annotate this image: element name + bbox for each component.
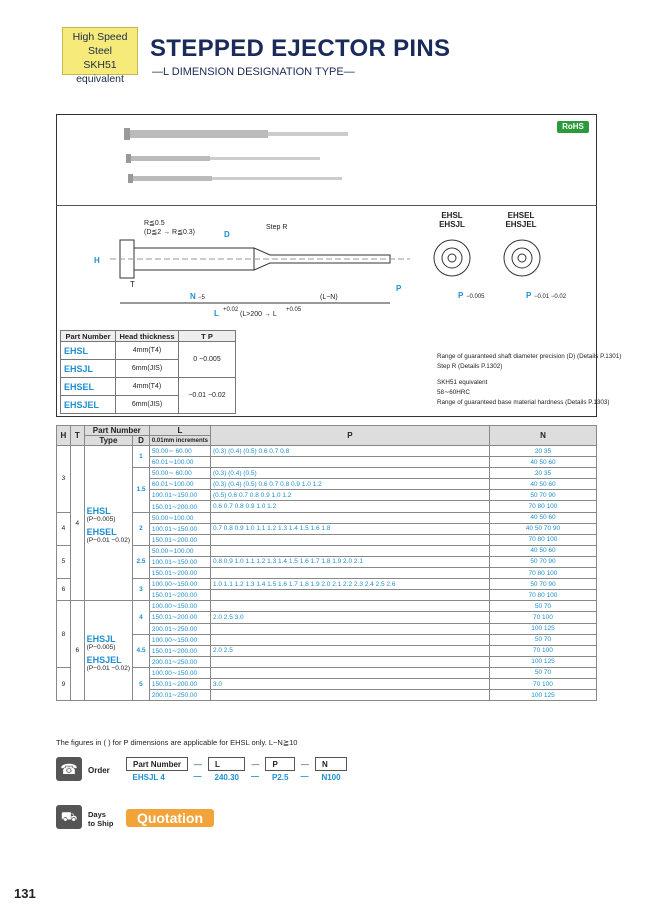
note-2: Step R (Details P.1302)	[437, 363, 503, 370]
col-l-sub: 0.01mm increments	[149, 436, 210, 446]
cell-l: 150.01∼200.00	[149, 590, 210, 601]
view1-label-a: EHSL	[441, 211, 463, 220]
cell-n: 50 70 90	[489, 579, 596, 590]
order-val-pn: EHSJL 4	[132, 772, 165, 782]
cell-d: 5	[133, 667, 150, 700]
footnote: The figures in ( ) for P dimensions are applicable for EHSL only. L−N≧10	[56, 738, 298, 747]
type-g1b: (P−0.005)	[86, 516, 116, 524]
spec-head: 4mm(T4)	[116, 342, 179, 360]
type-g1d: (P−0.01 −0.02)	[86, 537, 131, 545]
l-label: L	[214, 309, 219, 318]
cell-p: 0.6 0.7 0.8 0.9 1.0 1.2	[210, 501, 489, 512]
cell-p	[210, 512, 489, 523]
ln-label: (L−N)	[320, 294, 338, 301]
view1-p-tol: −0.005	[466, 294, 485, 300]
l-cond: (L>200 → L	[240, 311, 277, 318]
phone-icon: ☎	[56, 757, 82, 781]
spec-head: 6mm(JIS)	[116, 396, 179, 414]
cell-l: 100.01∼150.00	[149, 490, 210, 501]
order-label: Order	[88, 766, 110, 775]
cell-p	[210, 623, 489, 634]
order-col-p: P	[266, 758, 294, 771]
dimension-drawing	[90, 215, 430, 325]
page-number: 131	[14, 886, 36, 901]
table-row	[57, 468, 597, 479]
cell-l: 150.01∼200.00	[149, 645, 210, 656]
material-line1: High Speed Steel	[72, 31, 128, 57]
cell-l: 200.01∼250.00	[149, 690, 210, 701]
cell-p	[210, 568, 489, 579]
view1-mid	[442, 248, 462, 268]
cell-h: 6	[57, 579, 71, 601]
cell-d: 3	[133, 579, 150, 601]
spec-head: 6mm(JIS)	[116, 360, 179, 378]
col-type: Type	[84, 436, 132, 446]
col-t: T	[70, 426, 84, 446]
cell-l: 150.01∼200.00	[149, 678, 210, 689]
pin-2-head	[126, 154, 131, 163]
cell-n: 70 100	[489, 678, 596, 689]
cell-l: 200.01∼250.00	[149, 623, 210, 634]
pin-2-body	[130, 156, 210, 161]
h-label: H	[94, 256, 100, 265]
cell-h: 3	[57, 446, 71, 513]
col-l: L	[149, 426, 210, 436]
cell-d: 2.5	[133, 545, 150, 578]
truck-icon: ⛟	[56, 805, 82, 829]
cell-n: 40 50 60	[489, 512, 596, 523]
cell-p	[210, 690, 489, 701]
type-g1a: EHSL	[86, 506, 111, 517]
note-5: Range of guaranteed base material hardness (Details P.1303)	[437, 399, 610, 406]
cell-h: 9	[57, 667, 71, 700]
cell-p: (0.3) (0.4) (0.5) 0.6 0.7 0.8 0.9 1.0 1.2	[210, 479, 489, 490]
table-row	[57, 667, 597, 678]
order-col-pn: Part Number	[127, 758, 188, 771]
note-4: 58∼60HRC	[437, 389, 470, 396]
order-val-p: P2.5	[271, 772, 289, 782]
cell-type	[84, 601, 132, 701]
spec-tol: 0 −0.005	[179, 342, 236, 378]
pin-3-head	[128, 174, 133, 183]
order-val-l: 240.30	[214, 772, 239, 782]
order-val-sep: —	[193, 772, 202, 782]
cell-n: 70 80 100	[489, 568, 596, 579]
step-r-label: Step R	[266, 224, 288, 231]
cell-l: 100.00∼150.00	[149, 667, 210, 678]
view2-outer	[504, 240, 540, 276]
cell-l: 100.00∼150.00	[149, 579, 210, 590]
order-val-sep: —	[300, 772, 309, 782]
page-title: STEPPED EJECTOR PINS	[150, 35, 451, 62]
view2-p-label: P	[526, 291, 532, 300]
order-col-n: N	[315, 758, 346, 771]
cell-n: 50 70 90	[489, 556, 596, 567]
material-line3: equivalent	[76, 73, 124, 85]
cell-n: 100 125	[489, 656, 596, 667]
view2-label-b: EHSJEL	[505, 220, 537, 229]
note-3: SKH51 equivalent	[437, 379, 488, 386]
divider	[56, 205, 597, 206]
spec-pn: EHSEL	[61, 378, 116, 396]
pin-2-tip	[210, 157, 320, 160]
cell-n: 70 80 100	[489, 590, 596, 601]
order-val-n: N100	[321, 772, 341, 782]
cell-l: 100.00∼150.00	[149, 601, 210, 612]
days-label-2: to Ship	[88, 819, 114, 828]
spec-pn: EHSL	[61, 342, 116, 360]
spec-table	[60, 330, 236, 414]
cell-p: 1.0 1.1 1.2 1.3 1.4 1.5 1.6 1.7 1.8 1.9 2.0 2.1 2.2 2.3 2.4 2.5 2.6	[210, 579, 489, 590]
type-g1c: EHSEL	[86, 527, 117, 538]
spec-head: 4mm(T4)	[116, 378, 179, 396]
table-row	[57, 446, 597, 457]
days-label-1: Days	[88, 810, 106, 819]
l-tol: +0.02	[223, 307, 239, 313]
p-label: P	[396, 284, 402, 293]
order-col-l: L	[209, 758, 245, 771]
pin-photos	[120, 124, 350, 188]
cell-n: 70 80 100	[489, 501, 596, 512]
cell-p: 2.0 2.5	[210, 645, 489, 656]
type-g2c: EHSJEL	[86, 654, 122, 665]
cell-p: 0.7 0.8 0.9 1.0 1.1 1.2 1.3 1.4 1.5 1.6 1.8	[210, 523, 489, 534]
order-sep: —	[194, 759, 203, 769]
type-g2d: (P−0.01 −0.02)	[86, 664, 131, 672]
cell-n: 50 70	[489, 601, 596, 612]
cell-n: 50 70	[489, 634, 596, 645]
material-line2: SKH51	[83, 59, 117, 71]
cell-p	[210, 634, 489, 645]
cell-type	[84, 446, 132, 601]
cell-p: (0.3) (0.4) (0.5) 0.6 0.7 0.8	[210, 446, 489, 457]
view1-p-label: P	[458, 291, 464, 300]
cell-l: 150.01∼200.00	[149, 501, 210, 512]
spec-header-pn: Part Number	[61, 331, 116, 342]
spec-header-tp: T P	[179, 331, 236, 342]
view2-label-a: EHSEL	[507, 211, 535, 220]
cell-n: 100 125	[489, 623, 596, 634]
cell-l: 150.01∼200.00	[149, 612, 210, 623]
dimension-table	[56, 425, 597, 701]
notes	[437, 352, 621, 408]
cell-l: 100.01∼150.00	[149, 523, 210, 534]
cell-d: 1.5	[133, 468, 150, 512]
table-row	[57, 634, 597, 645]
table-row	[57, 579, 597, 590]
pin-1-head	[124, 128, 130, 140]
cell-h: 8	[57, 601, 71, 668]
rohs-badge: RoHS	[557, 121, 589, 133]
t-label: T	[130, 280, 135, 289]
spec-header-head: Head thickness	[116, 331, 179, 342]
table-row	[57, 601, 597, 612]
cell-d: 2	[133, 512, 150, 545]
n-tol: −5	[198, 295, 205, 301]
cell-n: 20 35	[489, 446, 596, 457]
pin-1-body	[128, 130, 268, 138]
view1-outer	[434, 240, 470, 276]
cell-p	[210, 601, 489, 612]
cell-l: 100.01∼150.00	[149, 556, 210, 567]
l-cond-tol: +0.05	[286, 307, 302, 313]
col-h: H	[57, 426, 71, 446]
material-badge	[62, 27, 138, 85]
col-pn: Part Number	[84, 426, 149, 436]
cell-n: 70 100	[489, 645, 596, 656]
cell-t: 4	[70, 446, 84, 601]
col-n: N	[489, 426, 596, 446]
pin-3-tip	[212, 177, 342, 180]
cell-n: 40 50 60	[489, 479, 596, 490]
cell-p	[210, 457, 489, 468]
view1-labels	[432, 211, 472, 229]
pin-3-body	[132, 176, 212, 181]
cell-l: 60.01∼100.00	[149, 457, 210, 468]
page-subtitle: —L DIMENSION DESIGNATION TYPE—	[152, 66, 355, 78]
cell-h: 4	[57, 512, 71, 545]
view1-inner	[448, 254, 456, 262]
cell-n: 40 50 60	[489, 545, 596, 556]
cell-p: 2.0 2.5 3.0	[210, 612, 489, 623]
view2-mid	[512, 248, 532, 268]
view1-label-b: EHSJL	[439, 220, 465, 229]
table-row	[57, 512, 597, 523]
note-1: Range of guaranteed shaft diameter precision (D) (Details P.1301)	[437, 353, 622, 360]
cell-n: 70 80 100	[489, 534, 596, 545]
cell-l: 50.00∼ 60.00	[149, 468, 210, 479]
order-sep: —	[251, 759, 260, 769]
cell-n: 40 50 60	[489, 457, 596, 468]
cell-l: 100.00∼150.00	[149, 634, 210, 645]
cell-l: 150.01∼200.00	[149, 568, 210, 579]
end-views	[428, 236, 578, 306]
cell-d: 4	[133, 601, 150, 634]
cell-l: 60.01∼100.00	[149, 479, 210, 490]
cell-p: 0.8 0.9 1.0 1.1 1.2 1.3 1.4 1.5 1.6 1.7 1.8 1.9 2.0 2.1	[210, 556, 489, 567]
cell-l: 200.01∼250.00	[149, 656, 210, 667]
cell-d: 1	[133, 446, 150, 468]
type-g2a: EHSJL	[86, 633, 116, 644]
cell-l: 50.00∼ 60.00	[149, 446, 210, 457]
cell-t: 6	[70, 601, 84, 701]
cell-n: 40 50 70 90	[489, 523, 596, 534]
n-label: N	[190, 292, 196, 301]
pin-1-tip	[268, 132, 348, 136]
order-val-sep: —	[250, 772, 259, 782]
cell-p	[210, 590, 489, 601]
r-label: R≦0.5	[144, 220, 165, 227]
cell-d: 4.5	[133, 634, 150, 667]
cell-p: (0.5) 0.6 0.7 0.8 0.9 1.0 1.2	[210, 490, 489, 501]
cell-p	[210, 656, 489, 667]
order-example	[126, 757, 347, 783]
cell-p: 3.0	[210, 678, 489, 689]
d-label: D	[224, 230, 230, 239]
order-sep: —	[300, 759, 309, 769]
cell-l: 50.00∼100.00	[149, 512, 210, 523]
cell-n: 100 125	[489, 690, 596, 701]
cell-n: 50 70	[489, 667, 596, 678]
cell-p: (0.3) (0.4) (0.5)	[210, 468, 489, 479]
col-p: P	[210, 426, 489, 446]
r-cond: (D≦2 → R≦0.3)	[144, 229, 196, 236]
cell-l: 150.01∼200.00	[149, 534, 210, 545]
quotation-badge: Quotation	[126, 809, 214, 827]
spec-pn: EHSJEL	[61, 396, 116, 414]
type-g2b: (P−0.005)	[86, 643, 116, 651]
view2-inner	[518, 254, 526, 262]
spec-tol: −0.01 −0.02	[179, 378, 236, 414]
cell-n: 70 100	[489, 612, 596, 623]
col-d: D	[133, 436, 150, 446]
view2-labels	[496, 211, 546, 229]
cell-n: 50 70 90	[489, 490, 596, 501]
cell-h: 5	[57, 545, 71, 578]
table-row	[57, 545, 597, 556]
days-label	[88, 810, 113, 828]
cell-p	[210, 545, 489, 556]
cell-p	[210, 667, 489, 678]
cell-n: 20 35	[489, 468, 596, 479]
cell-l: 50.00∼100.00	[149, 545, 210, 556]
view2-p-tol: −0.01 −0.02	[534, 294, 567, 300]
spec-pn: EHSJL	[61, 360, 116, 378]
cell-p	[210, 534, 489, 545]
